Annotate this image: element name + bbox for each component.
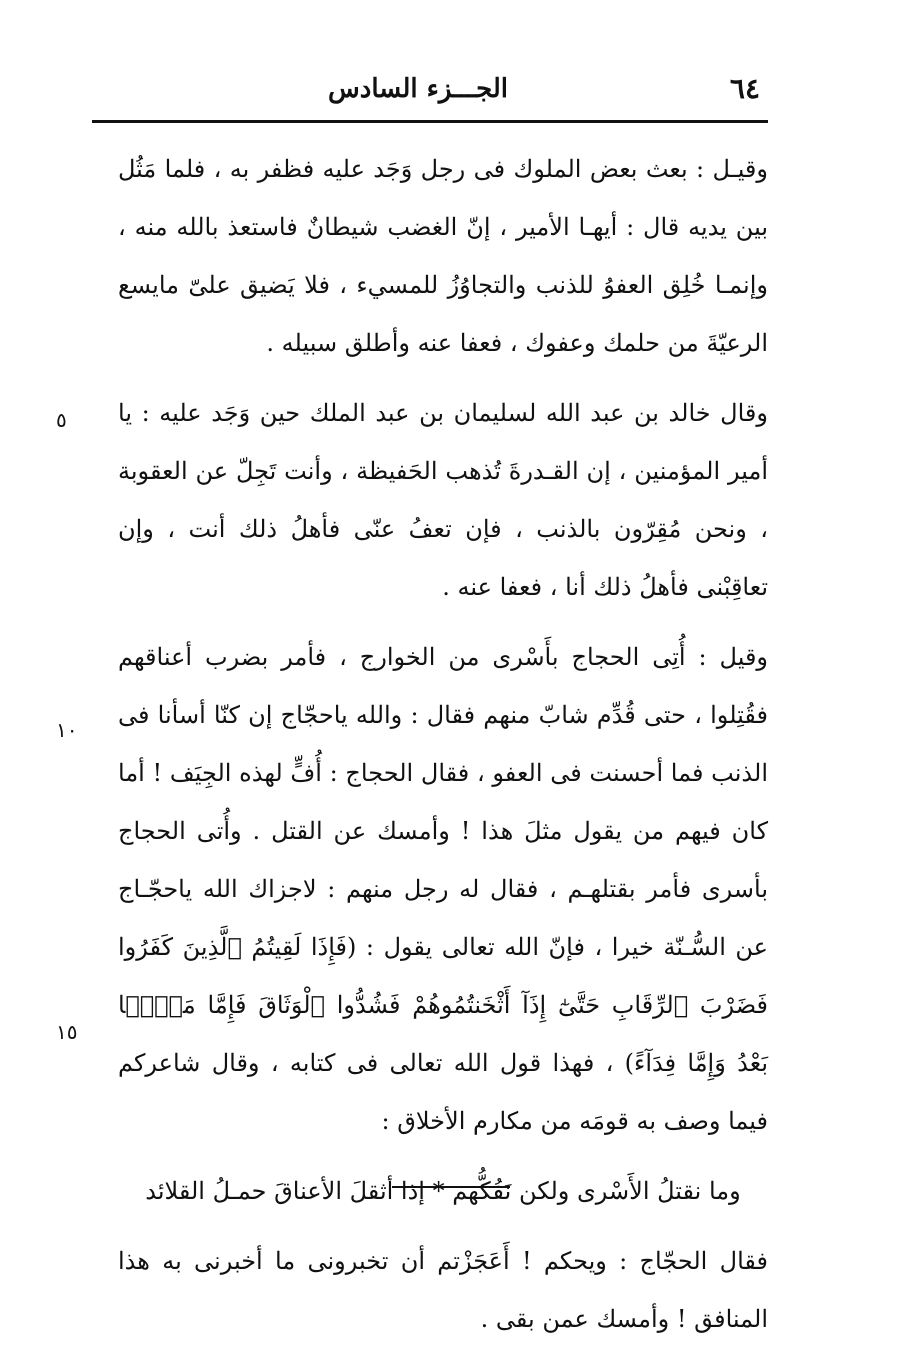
paragraph: وقال خالد بن عبد الله لسليمان بن عبد الملك حين وَجَد عليه : يا أمير المؤمنين ، إن القـدرةَ تُذهب الحَفيظة ، وأنت تَجِلّ عن العقوبة ، ونحن مُقِرّون بالذنب ، فإن تعفُ عنّى فأهلُ ذلك أنت ، وإن تعاقِبْنى فأهلُ ذلك أنا ، فعفا عنه .	[118, 399, 769, 601]
running-title: الجـــزء السادس	[328, 74, 508, 104]
closing-paragraph: فقال الحجّاج : ويحكم ! أَعَجَزْتم أن تخبرونى ما أخبرنى به هذا المنافق ! وأمسك عمن بقى .	[118, 1247, 768, 1333]
page-number: ٦٤	[729, 72, 760, 105]
line-number-marker: ١٥	[56, 1020, 78, 1044]
end-rule	[392, 1186, 510, 1188]
body-text	[118, 140, 768, 1348]
paragraph: وقيـل : بعث بعض الملوك فى رجل وَجَد عليه فظفر به ، فلما مَثُل بين يديه قال : أيهـا الأمير ، إنّ الغضب شيطانٌ فاستعذ بالله منه ، وإنمـا خُلِق العفوُ للذنب والتجاوُزُ للمسيء ، فلا يَضيق علىّ مايسع الرعيّةَ من حلمك وعفوك ، فعفا عنه وأطلق سبيله .	[118, 155, 768, 357]
poetry-verse: وما نقتلُ الأَسْرى ولكن نَفُكُّهم * إذا أثقلَ الأعناقَ حمـلُ القلائد	[145, 1177, 741, 1205]
line-number-marker: ٥	[56, 408, 67, 432]
line-number-marker: ١٠	[56, 718, 78, 742]
paragraph: وقيل : أُتِى الحجاج بأَسْرى من الخوارج ، فأمر بضرب أعناقهم فقُتِلوا ، حتى قُدِّم شابّ منهم فقال : والله ياحجّاج إن كنّا أسأنا فى الذنب فما أحسنت فى العفو ، فقال الحجاج : أُفٍّ لهذه الجِيَف ! أما كان فيهم من يقول مثلَ هذا ! وأمسك عن القتل . وأُتى الحجاج بأسرى فأمر بقتلهـم ، فقال له رجل منهم : لاجزاك الله ياحجّـاج عن السُّـنّة خيرا ، فإنّ الله تعالى يقول : (فَإِذَا لَقِيتُمُ ٱلَّذِينَ كَفَرُوا فَضَرْبَ ٱلرِّقَابِ حَتَّىٰٓ إِذَآ أَثْخَنتُمُوهُمْ فَشُدُّوا ٱلْوَثَاقَ فَإِمَّا مَنًّۢا بَعْدُ وَإِمَّا فِدَآءً) ، فهذا قول الله تعالى فى كتابه ، وقال شاعركم فيما وصف به قومَه من مكارم الأخلاق :	[118, 643, 768, 1135]
page-header	[92, 66, 768, 123]
